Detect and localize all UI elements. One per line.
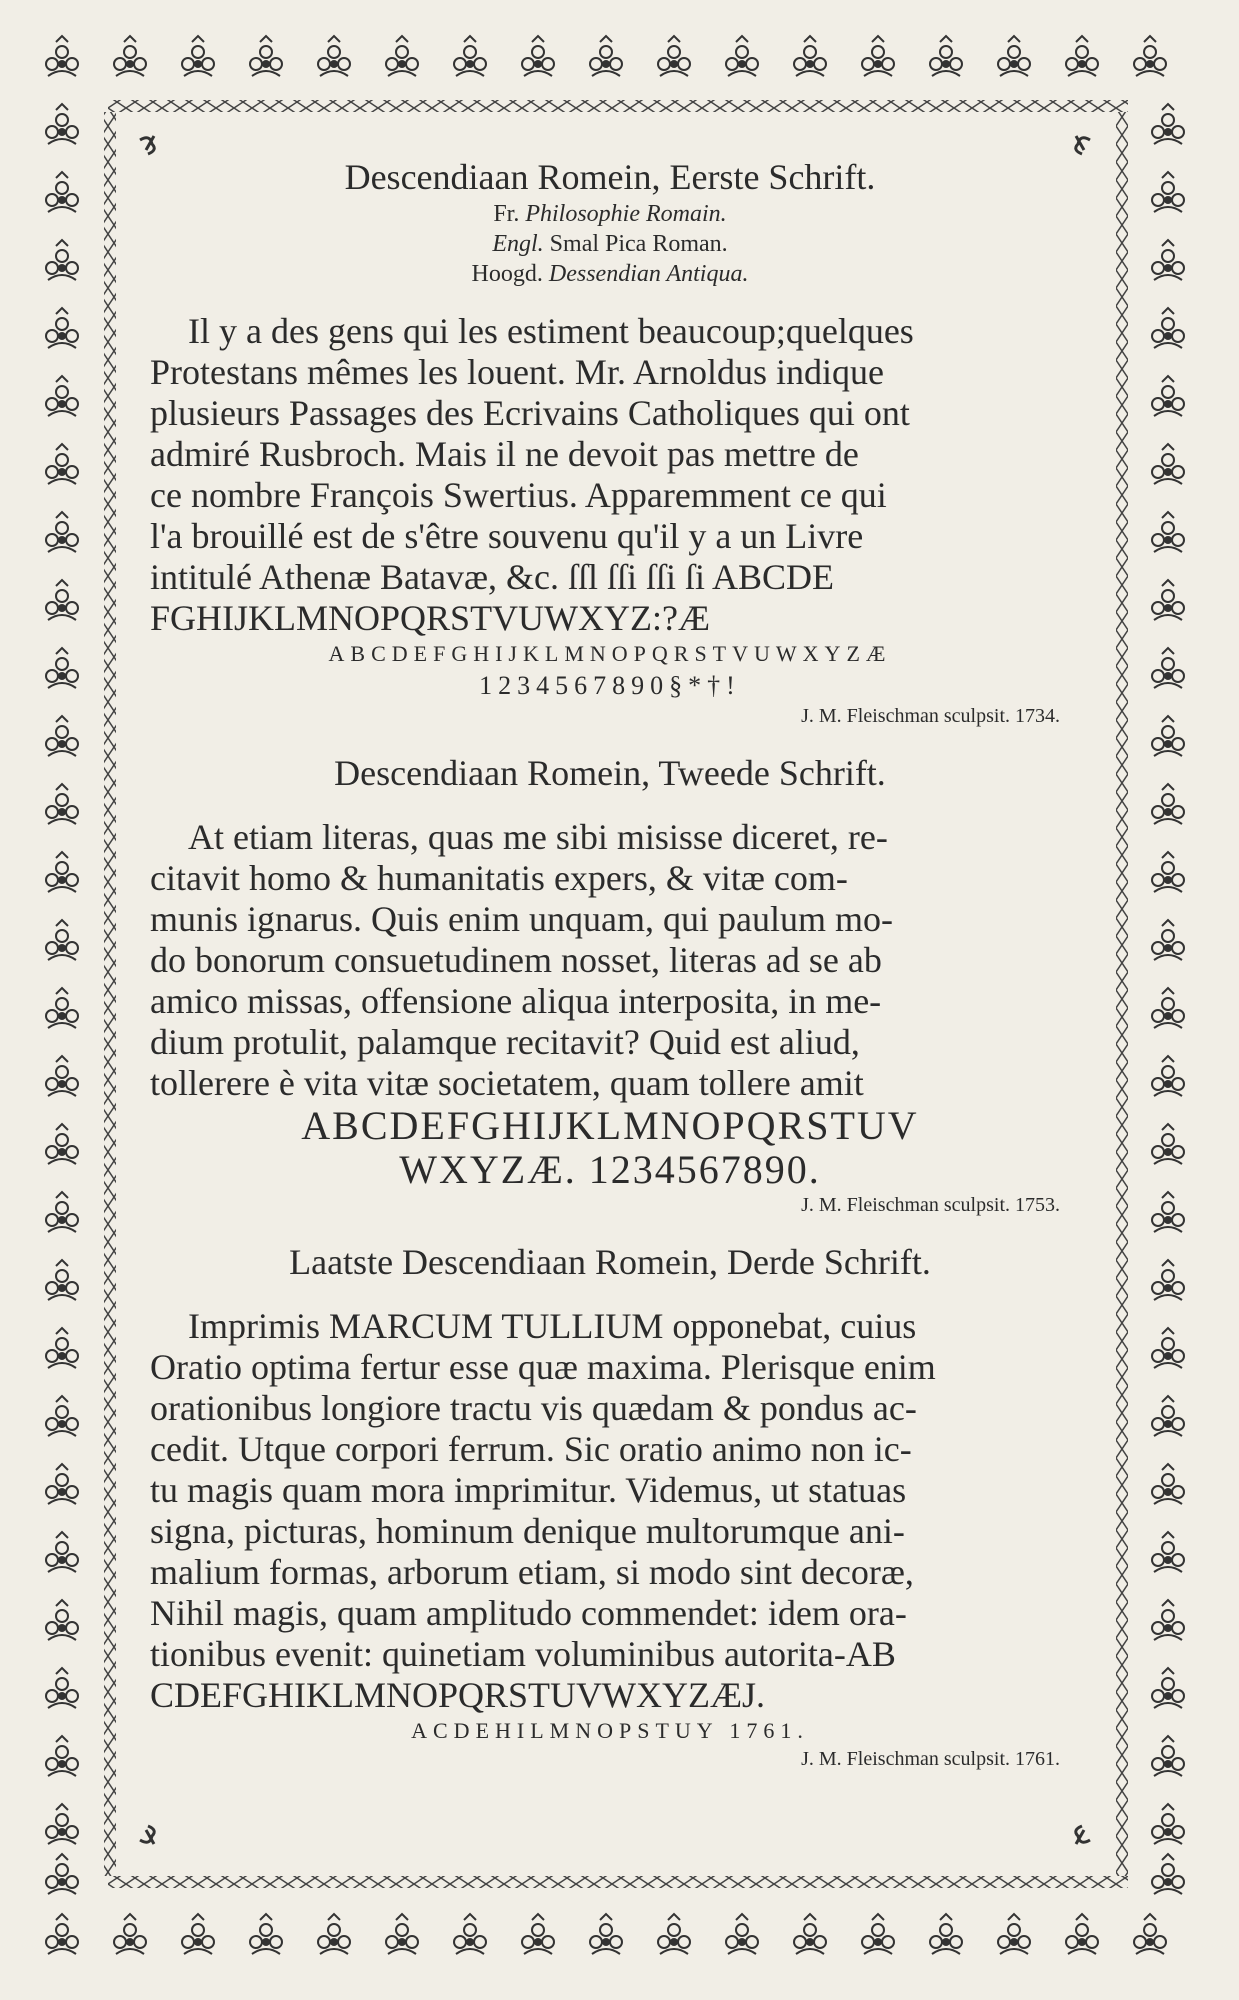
section-derde-schrift — [150, 1240, 1070, 1772]
right-fleuron-column — [1152, 104, 1184, 1894]
specimen-content — [150, 155, 1070, 1772]
small-caps-alphabet: ABCDEFGHIJKLMNOPQRSTVUWXYZÆ — [328, 641, 892, 666]
body-line: CDEFGHIKLMNOPQRSTUVWXYZÆJ. — [150, 1675, 766, 1715]
body-line: cedit. Utque corpori ferrum. Sic oratio animo non ic- — [150, 1429, 912, 1469]
right-chain — [1116, 112, 1128, 1876]
section-eerste-schrift — [150, 155, 1070, 729]
body-line: do bonorum consuetudinem nosset, literas ad se ab — [150, 940, 882, 980]
section3-title: Laatste Descendiaan Romein, Derde Schrift. — [289, 1242, 931, 1282]
engl-label: Engl. — [492, 231, 544, 257]
left-fleuron-column — [46, 104, 78, 1894]
section1-engl — [150, 229, 1070, 259]
body-line: malium formas, arborum etiam, si modo sint decoræ, — [150, 1552, 914, 1592]
corner-sprig-top-left — [140, 136, 154, 154]
body-line: plusieurs Passages des Ecrivains Catholiques qui ont — [150, 393, 910, 433]
left-chain — [104, 112, 116, 1876]
corner-sprig-bottom-right — [1076, 1826, 1090, 1844]
body-line: l'a brouillé est de s'être souvenu qu'il y a un Livre — [150, 516, 864, 556]
body-line: At etiam literas, quas me sibi misisse diceret, re- — [188, 817, 888, 857]
top-fleuron-row — [46, 36, 1166, 76]
body-line: tu magis quam mora imprimitur. Videmus, ut statuas — [150, 1470, 907, 1510]
section1-fr — [150, 199, 1070, 229]
body-line: amico missas, offensione aliqua interposita, in me- — [150, 981, 882, 1021]
engraver-signature: J. M. Fleischman sculpsit. 1753. — [801, 1194, 1060, 1216]
body-line: citavit homo & humanitatis expers, & vitæ com- — [150, 858, 848, 898]
top-chain — [108, 100, 1128, 112]
body-line: signa, picturas, hominum denique multorumque ani- — [150, 1511, 905, 1551]
body-line: Imprimis MARCUM TULLIUM opponebat, cuius — [188, 1306, 917, 1346]
section-tweede-schrift — [150, 751, 1070, 1218]
body-line: Oratio optima fertur esse quæ maxima. Plerisque enim — [150, 1347, 936, 1387]
engl-name: Smal Pica Roman. — [549, 231, 728, 257]
body-line: Nihil magis, quam amplitudo commendet: idem ora- — [150, 1593, 907, 1633]
corner-sprig-bottom-left — [140, 1826, 154, 1844]
body-line: tionibus evenit: quinetiam voluminibus autorita-AB — [150, 1634, 896, 1674]
body-line: orationibus longiore tractu vis quædam & pondus ac- — [150, 1388, 917, 1428]
engraver-signature: J. M. Fleischman sculpsit. 1761. — [801, 1748, 1060, 1770]
fr-name: Philosophie Romain. — [525, 201, 727, 227]
section1-title: Descendiaan Romein, Eerste Schrift. — [344, 157, 876, 197]
small-caps-line: ACDEHILMNOPSTUY 1761. — [411, 1718, 809, 1743]
hoogd-name: Dessendian Antiqua. — [548, 261, 749, 287]
section2-title: Descendiaan Romein, Tweede Schrift. — [334, 753, 886, 793]
body-line: tollerere è vita vitæ societatem, quam tollere amit — [150, 1063, 864, 1103]
engraver-signature: J. M. Fleischman sculpsit. 1734. — [801, 705, 1060, 727]
body-line: admiré Rusbroch. Mais il ne devoit pas mettre de — [150, 434, 859, 474]
section1-hoogd — [150, 259, 1070, 289]
body-line: intitulé Athenæ Batavæ, &c. ſſl ſſi ſſi ſi ABCDE — [150, 557, 834, 597]
corner-sprig-top-right — [1076, 136, 1090, 154]
body-line: dium protulit, palamque recitavit? Quid est aliud, — [150, 1022, 860, 1062]
numerals-line: 1234567890§*†! — [479, 671, 741, 700]
capitals-line: ABCDEFGHIJKLMNOPQRSTUV — [301, 1103, 919, 1148]
capitals-numerals-line: WXYZÆ. 1234567890. — [399, 1147, 821, 1192]
bottom-fleuron-row — [46, 1914, 1166, 1954]
hoogd-label: Hoogd. — [471, 261, 543, 287]
body-line: munis ignarus. Quis enim unquam, qui paulum mo- — [150, 899, 893, 939]
body-line: ce nombre François Swertius. Apparemment ce qui — [150, 475, 887, 515]
body-line: Protestans mêmes les louent. Mr. Arnoldus indique — [150, 352, 884, 392]
bottom-chain — [108, 1876, 1128, 1888]
body-line: Il y a des gens qui les estiment beaucoup;quelques — [188, 311, 914, 351]
body-line: FGHIJKLMNOPQRSTVUWXYZ:?Æ — [150, 598, 711, 638]
fr-label: Fr. — [493, 201, 520, 227]
